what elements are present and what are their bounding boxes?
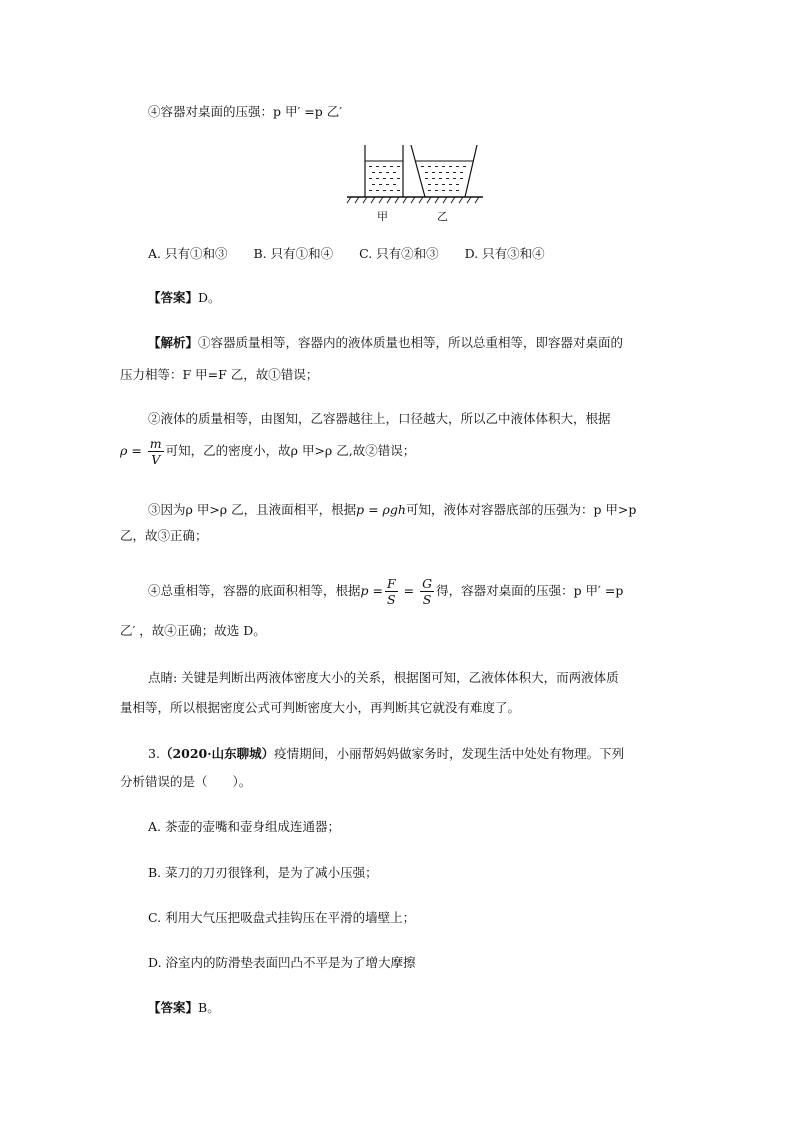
formula-fraction-g-s: $\frac{G}{S}$ [422, 576, 433, 607]
option-d: D. 只有③和④ [464, 246, 545, 261]
analysis-line-8: 乙′ ，故④正确；故选 D。 [120, 623, 266, 638]
answer-2 [148, 999, 220, 1017]
statement-4: ④容器对桌面的压强：p 甲′ =p 乙′ [148, 104, 343, 119]
question-source: （2020·山东聊城） [159, 746, 275, 761]
answer-tag: 【答案】 [148, 290, 199, 305]
hint-line-1: 点睛: 关键是判断出两液体密度大小的关系，根据图可知，乙液体体积大，而两液体质 [148, 670, 619, 685]
label-jia: 甲 [377, 210, 388, 223]
formula-fraction-f-s: $\frac{F}{S}$ [386, 576, 396, 607]
formula-fraction-m-v: $\frac{m}{V}$ [149, 436, 162, 467]
q3-option-c: C. 利用大气压把吸盘式挂钩压在平滑的墙壁上； [148, 910, 416, 925]
analysis-text-1a: ①容器质量相等，容器内的液体质量也相等，所以总重相等，即容器对桌面的 [198, 335, 624, 350]
container-yi [411, 145, 477, 197]
analysis-tag: 【解析】 [148, 335, 199, 350]
analysis-line-6: 乙，故③正确； [120, 528, 208, 543]
analysis-line-7: ④总重相等，容器的底面积相等，根据p = $\frac{F}{S}$ = $\frac{G}{S}$ 得，容器对桌面的压强：p 甲′ =p [148, 576, 624, 607]
answer-value: D。 [198, 290, 221, 305]
analysis-text-4: 可知，乙的密度小，故ρ 甲>ρ 乙,故②错误； [165, 443, 416, 458]
table-surface [347, 197, 483, 203]
q3-option-d: D. 浴室内的防滑垫表面凹凸不平是为了增大摩擦 [148, 955, 416, 970]
analysis-line-3: ②液体的质量相等，由图知，乙容器越往上，口径越大，所以乙中液体体积大，根据 [148, 411, 611, 426]
formula-rho: ρ [120, 443, 128, 458]
analysis-line-4: ρ = $\frac{m}{V}$ 可知，乙的密度小，故ρ 甲>ρ 乙,故②错误； [120, 436, 416, 467]
options-row [148, 245, 567, 263]
hint-line-2: 量相等，所以根据密度公式可判断密度大小，再判断其它就没有难度了。 [120, 700, 521, 715]
answer-2-tag: 【答案】 [148, 1000, 199, 1015]
container-figure [345, 145, 485, 227]
question-3-line-2: 分析错误的是（ ）。 [120, 774, 252, 789]
option-a: A. 只有①和③ [148, 246, 228, 261]
question-number: 3. [148, 746, 160, 761]
container-jia [365, 145, 403, 197]
option-c: C. 只有②和③ [359, 246, 439, 261]
q3-option-a: A. 茶壶的壶嘴和壶身组成连通器； [148, 819, 340, 834]
q3-option-b: B. 菜刀的刀刃很锋利，是为了减小压强； [148, 865, 378, 880]
answer-1 [148, 289, 221, 307]
option-b: B. 只有①和④ [253, 246, 334, 261]
analysis-line-2: 压力相等：F 甲=F 乙，故①错误； [120, 367, 319, 382]
answer-2-value: B。 [198, 1000, 220, 1015]
question-3-line-1: 3.（2020·山东聊城）疫情期间，小丽帮妈妈做家务时，发现生活中处处有物理。下列 [148, 746, 625, 761]
analysis-line-1 [148, 334, 623, 352]
analysis-line-5: ③因为ρ 甲>ρ 乙，且液面相平，根据p = ρgh可知，液体对容器底部的压强为：p 甲>p [148, 502, 637, 517]
label-yi: 乙 [437, 210, 448, 223]
formula-pressure: p = ρgh [356, 502, 406, 517]
